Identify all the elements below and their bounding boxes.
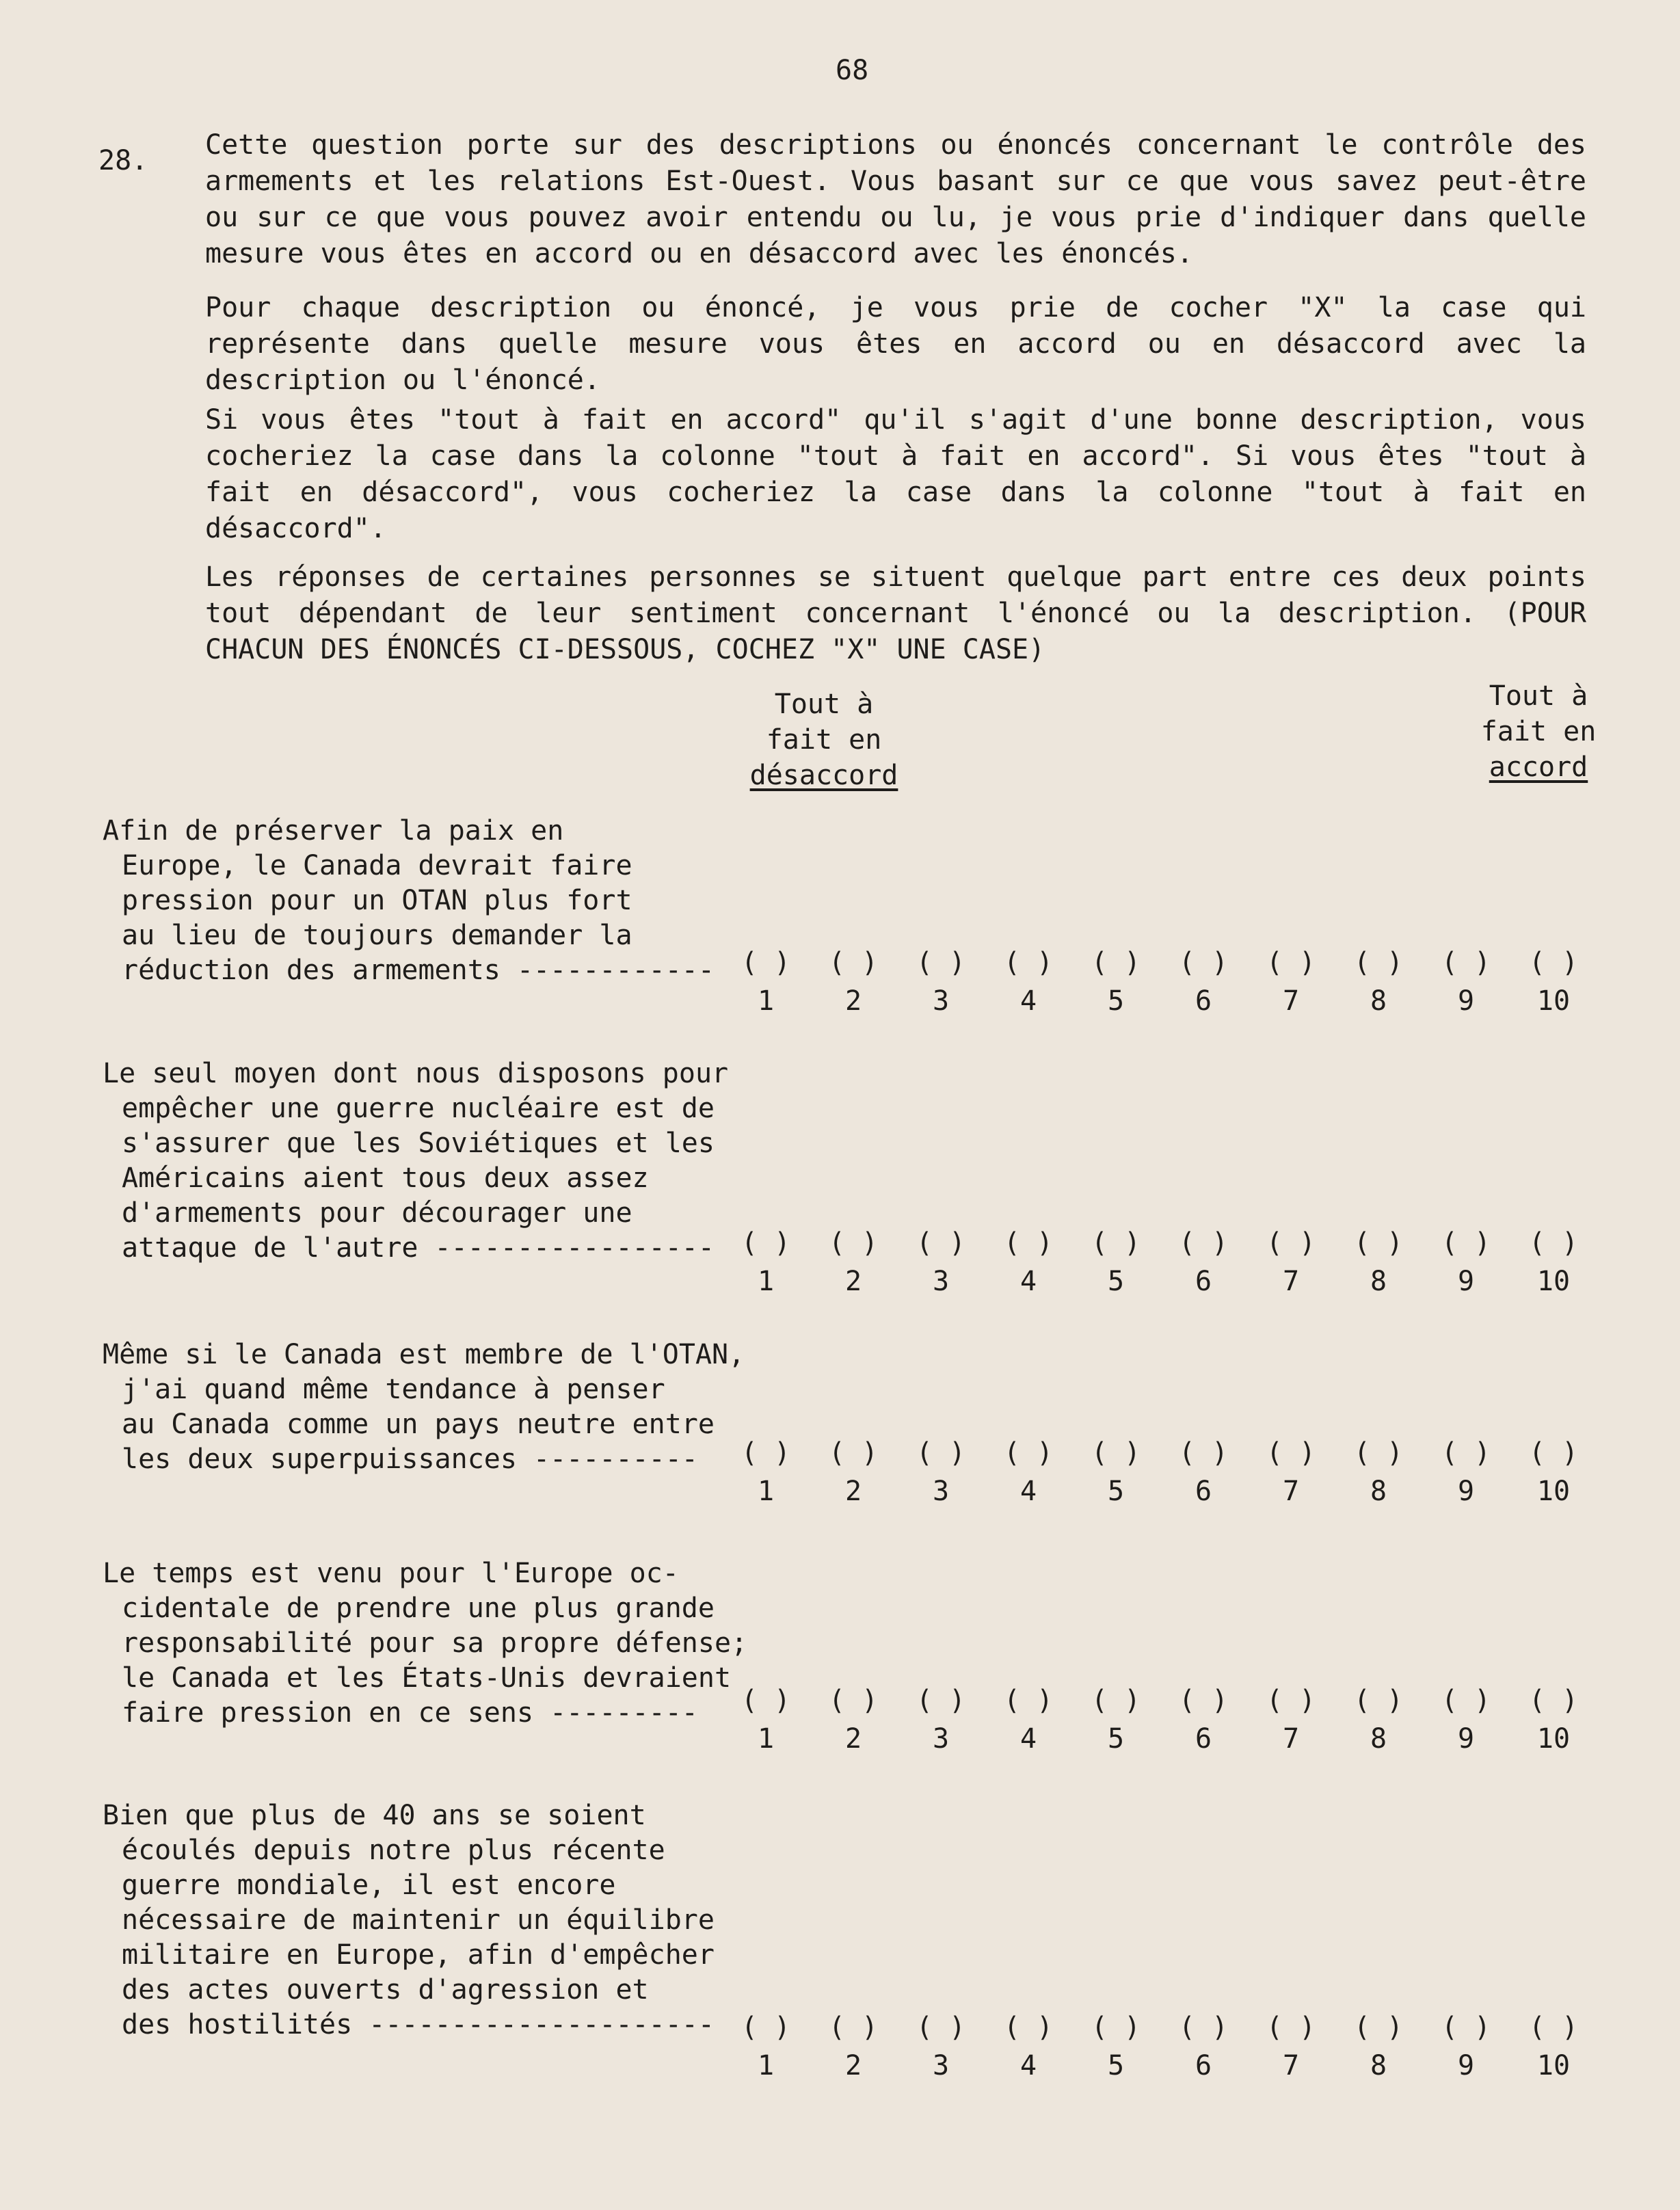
- rating-checkbox[interactable]: ( ): [1353, 947, 1404, 978]
- rating-number: 3: [932, 2050, 950, 2081]
- rating-number: 10: [1536, 985, 1571, 1017]
- statement-5: [103, 1798, 715, 2042]
- rating-number: 4: [1019, 985, 1037, 1017]
- rating-number: 3: [932, 1266, 950, 1297]
- rating-number: 2: [844, 985, 862, 1017]
- statement-line: les deux superpuissances ----------: [122, 1443, 698, 1475]
- rating-checkbox[interactable]: ( ): [1178, 1227, 1229, 1259]
- rating-number: 9: [1457, 1723, 1475, 1755]
- rating-checkbox[interactable]: ( ): [741, 1437, 791, 1469]
- rating-checkbox[interactable]: ( ): [1441, 1437, 1491, 1469]
- statement-line: cidentale de prendre une plus grande: [122, 1593, 715, 1624]
- rating-number: 1: [757, 985, 775, 1017]
- rating-number: 6: [1195, 985, 1212, 1017]
- statement-line: le Canada et les États-Unis devraient: [122, 1662, 732, 1694]
- rating-checkbox[interactable]: ( ): [1441, 2012, 1491, 2043]
- rating-checkbox[interactable]: ( ): [1266, 1437, 1316, 1469]
- statement-2: [103, 1056, 728, 1266]
- rating-number: 10: [1536, 1723, 1571, 1755]
- rating-number: 6: [1195, 1476, 1212, 1507]
- question-intro: Cette question porte sur des descriptions ou énoncés concernant le contrôle des armements et les relations Est-Ouest. Vous basant sur ce que vous savez peut-être ou sur ce que vous pouvez avoir entendu ou lu, je vous prie d'indiquer dans quelle mesure vous êtes en accord ou en désaccord avec les énoncés.: [205, 129, 1586, 269]
- rating-checkbox[interactable]: ( ): [1266, 1685, 1316, 1716]
- statement-line: réduction des armements ------------: [122, 955, 715, 986]
- statement-3: [103, 1337, 745, 1477]
- statement-4: [103, 1556, 747, 1731]
- rating-number: 7: [1282, 1476, 1300, 1507]
- rating-checkbox[interactable]: ( ): [828, 1227, 879, 1259]
- page-number: 68: [836, 55, 869, 86]
- rating-checkbox[interactable]: ( ): [1353, 1227, 1404, 1259]
- rating-checkbox[interactable]: ( ): [1353, 2012, 1404, 2043]
- rating-checkbox[interactable]: ( ): [916, 1437, 966, 1469]
- statement-line: pression pour un OTAN plus fort: [122, 885, 632, 916]
- rating-number: 9: [1457, 1476, 1475, 1507]
- rating-number: 5: [1107, 2050, 1125, 2081]
- header-line: fait en: [766, 724, 882, 756]
- rating-number: 9: [1457, 2050, 1475, 2081]
- rating-checkbox[interactable]: ( ): [1528, 947, 1579, 978]
- rating-checkbox[interactable]: ( ): [1091, 2012, 1141, 2043]
- statement-line: Même si le Canada est membre de l'OTAN,: [103, 1339, 745, 1370]
- rating-number: 4: [1019, 1266, 1037, 1297]
- statement-line: au lieu de toujours demander la: [122, 920, 632, 951]
- rating-checkbox[interactable]: ( ): [916, 947, 966, 978]
- rating-checkbox[interactable]: ( ): [1266, 947, 1316, 978]
- rating-number: 6: [1195, 2050, 1212, 2081]
- rating-number: 2: [844, 1476, 862, 1507]
- question-number: 28.: [98, 145, 148, 176]
- rating-number: 1: [757, 1476, 775, 1507]
- statement-line: j'ai quand même tendance à penser: [122, 1374, 665, 1405]
- rating-checkbox[interactable]: ( ): [741, 2012, 791, 2043]
- rating-number: 3: [932, 1723, 950, 1755]
- rating-checkbox[interactable]: ( ): [828, 947, 879, 978]
- statement-line: faire pression en ce sens ---------: [122, 1697, 698, 1729]
- rating-checkbox[interactable]: ( ): [1178, 1685, 1229, 1716]
- rating-checkbox[interactable]: ( ): [1266, 2012, 1316, 2043]
- rating-number: 3: [932, 1476, 950, 1507]
- rating-checkbox[interactable]: ( ): [1178, 2012, 1229, 2043]
- rating-checkbox[interactable]: ( ): [916, 1685, 966, 1716]
- rating-number: 8: [1370, 985, 1387, 1017]
- rating-number: 4: [1019, 1723, 1037, 1755]
- rating-checkbox[interactable]: ( ): [1353, 1685, 1404, 1716]
- rating-checkbox[interactable]: ( ): [1178, 947, 1229, 978]
- statement-line: attaque de l'autre -----------------: [122, 1232, 715, 1264]
- rating-checkbox[interactable]: ( ): [1178, 1437, 1229, 1469]
- rating-number: 8: [1370, 1476, 1387, 1507]
- header-line: fait en: [1480, 716, 1597, 747]
- instructions-extremes: Si vous êtes "tout à fait en accord" qu'il s'agit d'une bonne description, vous cocheriez la case dans la colonne "tout à fait en accord". Si vous êtes "tout à fait en désaccord", vous cocheriez la case dans la colonne "tout à fait en désaccord".: [205, 404, 1586, 544]
- statement-line: d'armements pour décourager une: [122, 1197, 632, 1229]
- statement-line: au Canada comme un pays neutre entre: [122, 1409, 715, 1440]
- rating-number: 5: [1107, 985, 1125, 1017]
- rating-checkbox[interactable]: ( ): [1441, 1227, 1491, 1259]
- rating-number: 10: [1536, 1476, 1571, 1507]
- rating-checkbox[interactable]: ( ): [828, 1437, 879, 1469]
- rating-number: 2: [844, 1723, 862, 1755]
- statement-line: Le seul moyen dont nous disposons pour: [103, 1058, 729, 1089]
- rating-checkbox[interactable]: ( ): [1266, 1227, 1316, 1259]
- rating-number: 8: [1370, 1266, 1387, 1297]
- rating-number: 7: [1282, 1723, 1300, 1755]
- statement-line: des hostilités ---------------------: [122, 2009, 715, 2040]
- rating-number: 10: [1536, 2050, 1571, 2081]
- rating-checkbox[interactable]: ( ): [1091, 1227, 1141, 1259]
- rating-number: 5: [1107, 1723, 1125, 1755]
- statement-line: responsabilité pour sa propre défense;: [122, 1627, 748, 1659]
- statement-line: des actes ouverts d'agression et: [122, 1974, 649, 2006]
- statement-line: s'assurer que les Soviétiques et les: [122, 1128, 715, 1159]
- rating-checkbox[interactable]: ( ): [741, 1685, 791, 1716]
- statement-line: nécessaire de maintenir un équilibre: [122, 1904, 715, 1936]
- statement-line: guerre mondiale, il est encore: [122, 1869, 616, 1901]
- rating-checkbox[interactable]: ( ): [916, 2012, 966, 2043]
- rating-number: 4: [1019, 2050, 1037, 2081]
- rating-number: 7: [1282, 2050, 1300, 2081]
- statement-line: Américains aient tous deux assez: [122, 1162, 649, 1194]
- rating-number: 10: [1536, 1266, 1571, 1297]
- rating-number: 3: [932, 985, 950, 1017]
- rating-number: 6: [1195, 1266, 1212, 1297]
- rating-checkbox[interactable]: ( ): [1091, 1437, 1141, 1469]
- rating-number: 9: [1457, 985, 1475, 1017]
- rating-checkbox[interactable]: ( ): [1528, 1437, 1579, 1469]
- rating-checkbox[interactable]: ( ): [828, 1685, 879, 1716]
- statement-line: Bien que plus de 40 ans se soient: [103, 1800, 646, 1831]
- rating-checkbox[interactable]: ( ): [1441, 1685, 1491, 1716]
- rating-number: 6: [1195, 1723, 1212, 1755]
- rating-number: 2: [844, 2050, 862, 2081]
- rating-checkbox[interactable]: ( ): [1003, 1437, 1054, 1469]
- rating-checkbox[interactable]: ( ): [1528, 1685, 1579, 1716]
- statement-line: Le temps est venu pour l'Europe oc-: [103, 1558, 679, 1589]
- rating-checkbox[interactable]: ( ): [916, 1227, 966, 1259]
- rating-checkbox[interactable]: ( ): [1353, 1437, 1404, 1469]
- rating-number: 7: [1282, 1266, 1300, 1297]
- header-line: accord: [1489, 751, 1588, 783]
- statement-line: Afin de préserver la paix en: [103, 815, 564, 847]
- rating-number: 4: [1019, 1476, 1037, 1507]
- instructions-checkbox: Pour chaque description ou énoncé, je vous prie de cocher "X" la case qui représente dans quelle mesure vous êtes en accord ou en désaccord avec la description ou l'énoncé.: [205, 292, 1586, 396]
- rating-checkbox[interactable]: ( ): [1528, 2012, 1579, 2043]
- header-line: Tout à: [774, 689, 874, 720]
- scale-header-disagree: [738, 687, 909, 793]
- rating-checkbox[interactable]: ( ): [1091, 947, 1141, 978]
- rating-checkbox[interactable]: ( ): [1003, 1685, 1054, 1716]
- rating-number: 1: [757, 2050, 775, 2081]
- rating-checkbox[interactable]: ( ): [1528, 1227, 1579, 1259]
- statement-line: écoulés depuis notre plus récente: [122, 1835, 665, 1866]
- instructions-middle: Les réponses de certaines personnes se situent quelque part entre ces deux points tout dépendant de leur sentiment concernant l'énoncé ou la description. (POUR CHACUN DES ÉNONCÉS CI-DESSOUS, COCHEZ "X" UNE CASE): [205, 561, 1586, 665]
- header-line: désaccord: [749, 760, 898, 791]
- rating-checkbox[interactable]: ( ): [1003, 947, 1054, 978]
- rating-checkbox[interactable]: ( ): [1003, 2012, 1054, 2043]
- statement-line: empêcher une guerre nucléaire est de: [122, 1093, 715, 1124]
- rating-number: 1: [757, 1723, 775, 1755]
- statement-line: militaire en Europe, afin d'empêcher: [122, 1939, 715, 1971]
- rating-number: 9: [1457, 1266, 1475, 1297]
- rating-checkbox[interactable]: ( ): [741, 1227, 791, 1259]
- scale-header-agree: [1470, 678, 1607, 785]
- rating-number: 2: [844, 1266, 862, 1297]
- rating-number: 1: [757, 1266, 775, 1297]
- rating-number: 8: [1370, 1723, 1387, 1755]
- rating-checkbox[interactable]: ( ): [1091, 1685, 1141, 1716]
- rating-number: 8: [1370, 2050, 1387, 2081]
- statement-line: Europe, le Canada devrait faire: [122, 850, 632, 881]
- rating-number: 5: [1107, 1266, 1125, 1297]
- statement-1: [103, 814, 715, 988]
- rating-checkbox[interactable]: ( ): [1003, 1227, 1054, 1259]
- rating-number: 5: [1107, 1476, 1125, 1507]
- rating-checkbox[interactable]: ( ): [741, 947, 791, 978]
- rating-number: 7: [1282, 985, 1300, 1017]
- header-line: Tout à: [1489, 680, 1588, 712]
- rating-checkbox[interactable]: ( ): [828, 2012, 879, 2043]
- rating-checkbox[interactable]: ( ): [1441, 947, 1491, 978]
